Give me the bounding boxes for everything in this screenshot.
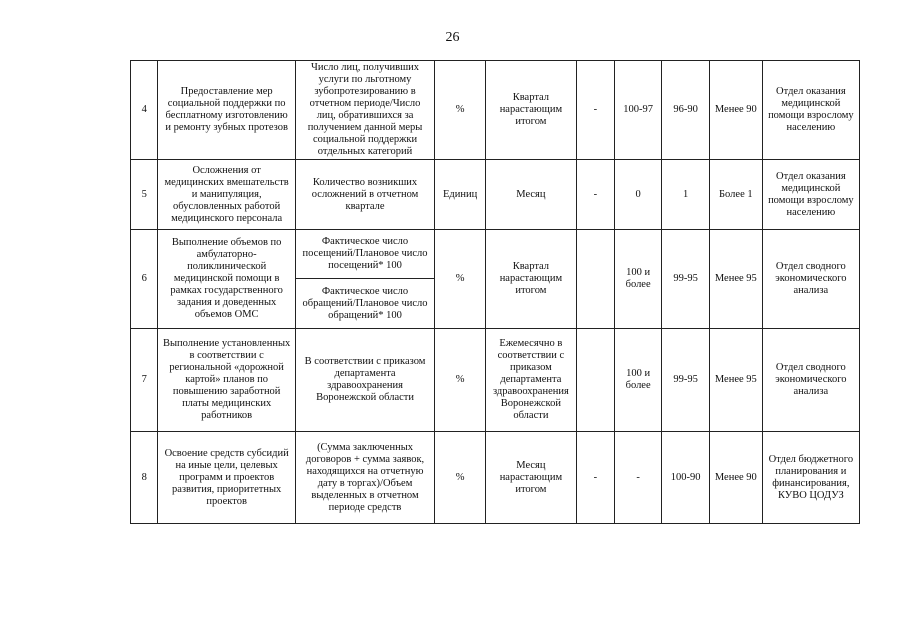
indicator-name: Осложнения от медицинских вмешательств и манипуляция, обусловленных работой медицинского персонала [158, 160, 295, 230]
table-row [131, 329, 860, 432]
unit: % [435, 329, 486, 432]
unit: % [435, 230, 486, 329]
calculation-formula: В соответствии с приказом департамента здравоохранения Воронежской области [295, 329, 434, 432]
indicator-table [130, 60, 860, 524]
table-row [131, 61, 860, 160]
target-high: 0 [614, 160, 662, 230]
table-row [131, 160, 860, 230]
target-mid: 100-90 [662, 432, 710, 524]
indicator-name: Выполнение установленных в соответствии с региональной «дорожной картой» планов по повышению заработной платы медицинских работников [158, 329, 295, 432]
period: Месяц [485, 160, 576, 230]
target-mid: 99-95 [662, 329, 710, 432]
responsible-department: Отдел сводного экономического анализа [762, 329, 859, 432]
unit: Единиц [435, 160, 486, 230]
unit: % [435, 432, 486, 524]
responsible-department: Отдел сводного экономического анализа [762, 230, 859, 329]
base-value: - [576, 432, 614, 524]
base-value [576, 230, 614, 329]
period: Квартал нарастающим итогом [485, 230, 576, 329]
responsible-department: Отдел оказания медицинской помощи взрослому населению [762, 61, 859, 160]
responsible-department: Отдел бюджетного планирования и финансирования, КУВО ЦОДУЗ [762, 432, 859, 524]
calculation-formula: Число лиц, получивших услуги по льготному зубопротезированию в отчетном периоде/Число лиц, обратившихся за получением данной меры социальной поддержки отдельных категорий [295, 61, 434, 160]
indicator-name: Выполнение объемов по амбулаторно-поликлинической медицинской помощи в рамках государственного задания и доведенных объемов ОМС [158, 230, 295, 329]
row-number: 5 [131, 160, 158, 230]
target-low: Более 1 [709, 160, 762, 230]
calculation-formula: (Сумма заключенных договоров + сумма заявок, находящихся на отчетную дату в торгах)/Объем выделенных в отчетном периоде средств [295, 432, 434, 524]
row-number: 8 [131, 432, 158, 524]
unit: % [435, 61, 486, 160]
row-number: 4 [131, 61, 158, 160]
responsible-department: Отдел оказания медицинской помощи взрослому населению [762, 160, 859, 230]
table-row [131, 432, 860, 524]
page-number: 26 [445, 30, 460, 45]
target-low: Менее 95 [709, 329, 762, 432]
target-low: Менее 95 [709, 230, 762, 329]
target-high: 100-97 [614, 61, 662, 160]
base-value: - [576, 61, 614, 160]
target-low: Менее 90 [709, 432, 762, 524]
target-mid: 1 [662, 160, 710, 230]
period: Ежемесячно в соответствии с приказом департамента здравоохранения Воронежской области [485, 329, 576, 432]
row-number: 7 [131, 329, 158, 432]
base-value [576, 329, 614, 432]
target-high: - [614, 432, 662, 524]
target-high: 100 и более [614, 230, 662, 329]
target-low: Менее 90 [709, 61, 762, 160]
indicator-name: Освоение средств субсидий на иные цели, целевых программ и проектов развития, приоритетных проектов [158, 432, 295, 524]
target-mid: 99-95 [662, 230, 710, 329]
base-value: - [576, 160, 614, 230]
period: Месяц нарастающим итогом [485, 432, 576, 524]
period: Квартал нарастающим итогом [485, 61, 576, 160]
target-mid: 96-90 [662, 61, 710, 160]
indicator-name: Предоставление мер социальной поддержки по бесплатному изготовлению и ремонту зубных протезов [158, 61, 295, 160]
calculation-formula: Количество возникших осложнений в отчетном квартале [295, 160, 434, 230]
target-high: 100 и более [614, 329, 662, 432]
table-row [131, 230, 860, 279]
calculation-formula-visits: Фактическое число посещений/Плановое число посещений* 100 [295, 230, 434, 279]
row-number: 6 [131, 230, 158, 329]
calculation-formula-requests: Фактическое число обращений/Плановое число обращений* 100 [295, 279, 434, 329]
